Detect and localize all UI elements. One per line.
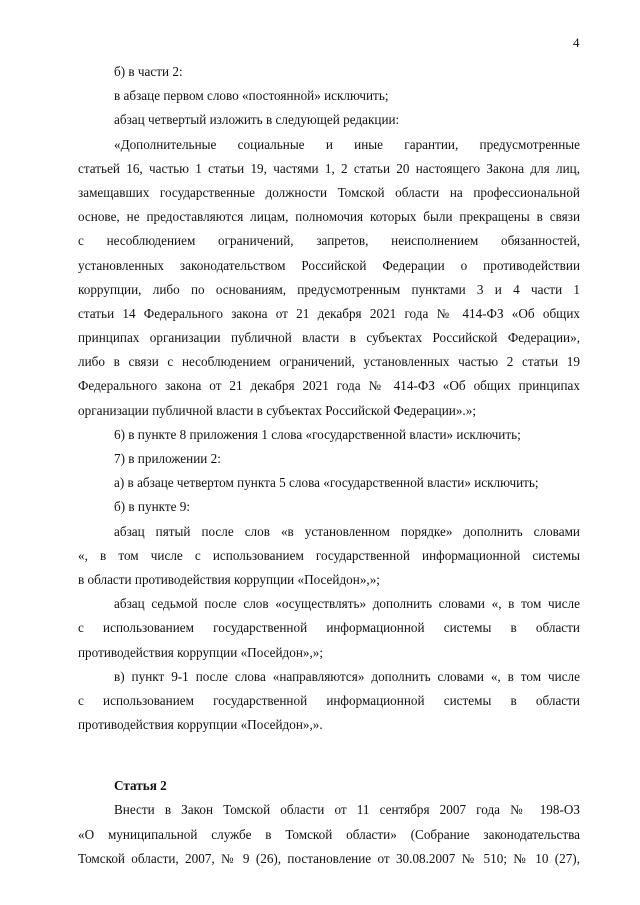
text-line: статьи 14 Федерального закона от 21 декабря 2021 года № 414-ФЗ «Об общих [78, 305, 580, 321]
document-body [78, 60, 580, 871]
text-line: «О муниципальной службе в Томской области» (Собрание законодательства [78, 826, 580, 842]
text-line: Внести в Закон Томской области от 11 сентября 2007 года № 198-ОЗ [114, 802, 580, 818]
page-number: 4 [573, 35, 580, 50]
text-line: противодействия коррупции «Посейдон»,». [78, 717, 323, 733]
text-line: основе, не предоставляются лицам, полномочия которых были прекращены в связи [78, 209, 580, 225]
text-line: абзац седьмой после слов «осуществлять» дополнить словами «, в том числе [114, 596, 580, 612]
text-line: в) пункт 9-1 после слова «направляются» дополнить словами «, в том числе [114, 668, 580, 684]
text-line: Федерального закона от 21 декабря 2021 года № 414-ФЗ «Об общих принципах [78, 378, 580, 394]
text-line: в абзаце первом слово «постоянной» исключить; [114, 88, 389, 104]
text-line: б) в части 2: [114, 64, 183, 79]
text-line: коррупции, либо по основаниям, предусмотренным пунктами 3 и 4 части 1 [78, 281, 580, 297]
text-line: б) в пункте 9: [114, 499, 191, 515]
text-line: с несоблюдением ограничений, запретов, неисполнением обязанностей, [78, 233, 580, 249]
text-line: в области противодействия коррупции «Посейдон»,»; [78, 571, 380, 587]
text-line: «Дополнительные социальные и иные гарантии, предусмотренные [114, 136, 580, 152]
text-line: установленных законодательством Российской Федерации о противодействии [78, 257, 580, 273]
text-line: противодействия коррупции «Посейдон»,»; [78, 644, 324, 660]
text-line: Томской области, 2007, № 9 (26), постановление от 30.08.2007 № 510; № 10 (27), [78, 850, 580, 866]
text-line: абзац пятый после слов «в установленном порядке» дополнить словами [114, 523, 580, 539]
section-gap [78, 737, 580, 774]
text-line: с использованием государственной информационной системы в области [78, 692, 580, 708]
text-line: принципах организации публичной власти в субъектах Российской Федерации», [78, 330, 580, 346]
text-line: абзац четвертый изложить в следующей редакции: [114, 112, 400, 128]
text-line: либо в связи с несоблюдением ограничений, установленных частью 2 статьи 19 [78, 354, 580, 370]
text-line: 6) в пункте 8 приложения 1 слова «государственной власти» исключить; [114, 426, 521, 442]
text-line: организации публичной власти в субъектах Российской Федерации».»; [78, 402, 476, 418]
text-line: с использованием государственной информационной системы в области [78, 620, 580, 636]
text-line: статьей 16, частью 1 статьи 19, частями 1, 2 статьи 20 настоящего Закона для лиц, [78, 160, 580, 176]
text-line: «, в том числе с использованием государственной информационной системы [78, 547, 580, 563]
text-line: замещавших государственные должности Томской области на профессиональной [78, 184, 580, 200]
text-line: а) в абзаце четвертом пункта 5 слова «государственной власти» исключить; [114, 475, 539, 491]
text-line: 7) в приложении 2: [114, 451, 221, 466]
article-heading: Статья 2 [114, 778, 167, 794]
